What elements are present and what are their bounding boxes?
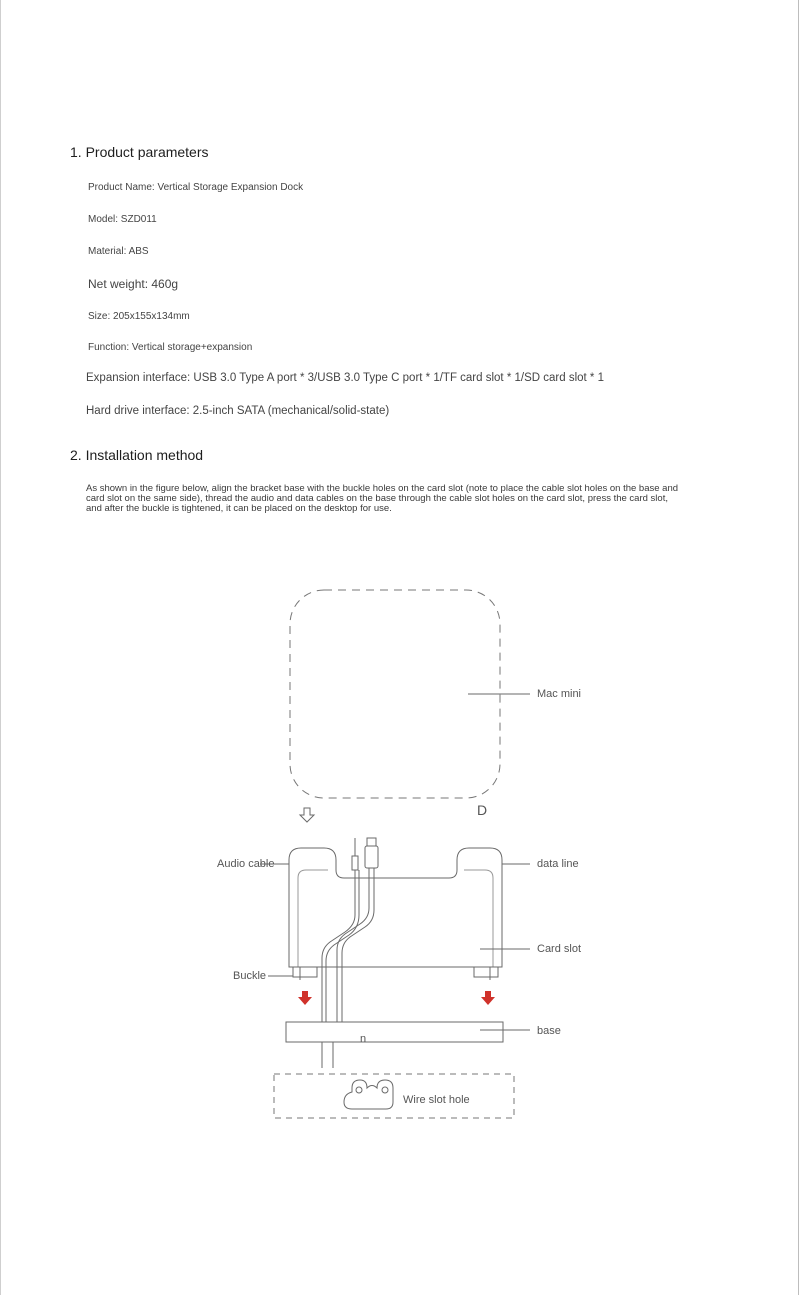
param-material: Material: ABS <box>88 246 149 257</box>
param-model: Model: SZD011 <box>88 214 157 225</box>
installation-instructions: As shown in the figure below, align the bracket base with the buckle holes on the card slot (note to place the cable slot holes on the base and card slot on the same side), thread the audio and data cables on the base through the cable slot holes on the card slot, press the card slot, and after the buckle is tightened, it can be placed on the desktop for use. <box>86 483 679 514</box>
wire-slot-hole-right <box>382 1087 388 1093</box>
card-slot-bracket <box>289 848 502 967</box>
param-size: Size: 205x155x134mm <box>88 311 190 322</box>
audio-jack-plug <box>352 856 358 870</box>
label-audio-cable: Audio cable <box>217 858 275 870</box>
buckle-right <box>474 967 498 977</box>
installation-method-heading: 2. Installation method <box>70 447 204 463</box>
product-parameters-heading: 1. Product parameters <box>70 144 209 160</box>
red-down-arrow-left-icon <box>298 991 312 1005</box>
bracket-inner-right <box>464 870 493 967</box>
diagram-lines <box>260 590 530 1118</box>
down-arrow-outline-icon <box>300 808 314 822</box>
label-base: base <box>537 1025 561 1037</box>
label-mac-mini: Mac mini <box>537 688 582 700</box>
audio-cable <box>322 870 355 1022</box>
param-expansion-interface: Expansion interface: USB 3.0 Type A port * 3/USB 3.0 Type C port * 1/TF card slot * 1/SD card slot * 1 <box>86 372 604 384</box>
label-card-slot: Card slot <box>537 943 582 955</box>
param-function: Function: Vertical storage+expansion <box>88 342 253 353</box>
param-hard-drive-interface: Hard drive interface: 2.5-inch SATA (mechanical/solid-state) <box>86 405 390 417</box>
mark-n: n <box>360 1033 367 1045</box>
label-wire-slot-hole: Wire slot hole <box>403 1094 470 1106</box>
usb-plug-tip <box>367 838 376 846</box>
label-buckle: Buckle <box>233 970 267 982</box>
wire-slot-inset-box <box>274 1074 514 1118</box>
usb-plug <box>365 846 378 868</box>
buckle-left <box>293 967 317 977</box>
mark-d: D <box>477 802 488 818</box>
param-product-name: Product Name: Vertical Storage Expansion Dock <box>88 182 304 193</box>
param-net-weight: Net weight: 460g <box>88 277 179 291</box>
press-arrows <box>298 991 495 1005</box>
base-plate <box>286 1022 503 1042</box>
cables-below-base <box>322 1042 333 1068</box>
bracket-inner-left <box>298 870 328 967</box>
red-down-arrow-right-icon <box>481 991 495 1005</box>
wire-slot-hole-shape <box>344 1080 393 1109</box>
label-data-line: data line <box>537 858 579 870</box>
wire-slot-hole-left <box>356 1087 362 1093</box>
